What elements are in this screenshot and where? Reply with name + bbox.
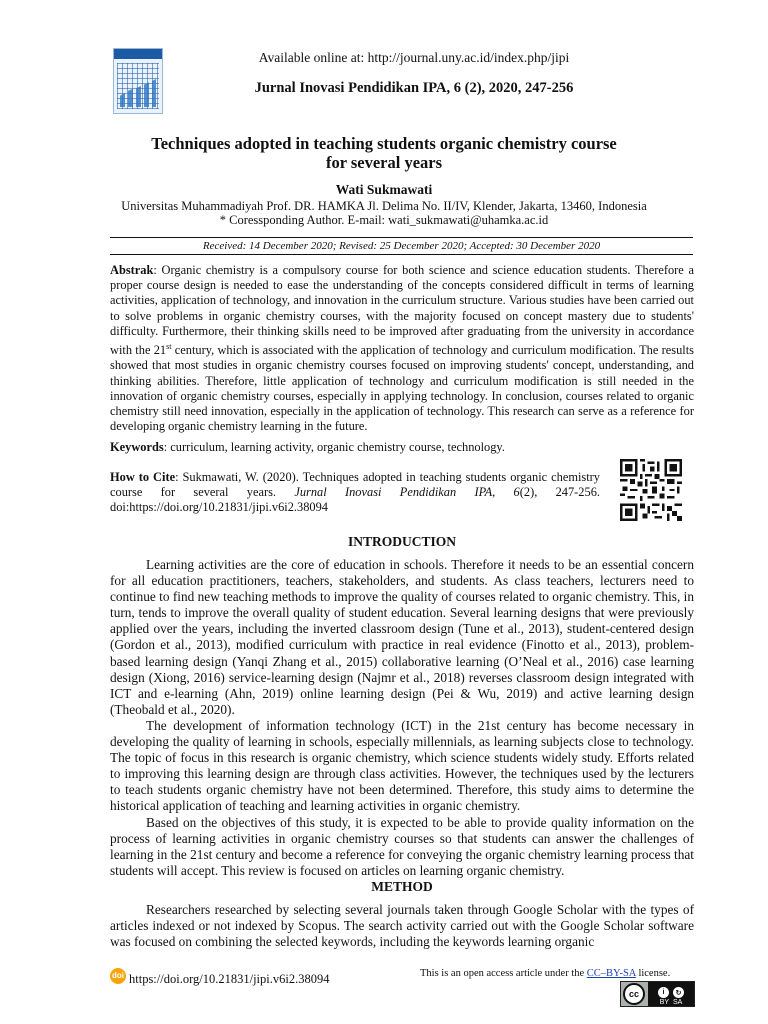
keywords-label: Keywords [110, 440, 164, 454]
footer-doi [110, 972, 329, 987]
journal-reference: Jurnal Inovasi Pendidikan IPA, 6 (2), 2020, 247-256 [254, 80, 574, 96]
introduction-body [110, 557, 694, 879]
license-link[interactable]: CC–BY-SA [586, 968, 636, 979]
abstract-label: Abstrak [110, 263, 154, 277]
corresponding-author: * Coressponding Author. E-mail: wati_sukmawati@uhamka.ac.id [219, 213, 549, 227]
article-dates: Received: 14 December 2020; Revised: 25 December 2020; Accepted: 30 December 2020 [110, 237, 693, 255]
introduction-paragraph: Based on the objectives of this study, it is expected to be able to provide quality information on the process of learning activities in organic chemistry courses so that students can answer the challenges of learning in the 21st century and become a reference for conveying the organic chemistry learning process that students will accept. This review is focused on articles on learning organic chemistry. [110, 814, 694, 878]
how-to-cite: How to Cite: Sukmawati, W. (2020). Techniques adopted in teaching students organic chemistry course for several years. Jurnal Inovasi Pendidikan IPA, 6(2), 247-256. doi:https://doi.org/10.21831/jipi.v6i2.38094 [110, 470, 600, 515]
introduction-heading: INTRODUCTION [347, 534, 456, 549]
qr-code-icon[interactable] [620, 459, 682, 521]
method-paragraph: Researchers researched by selecting several journals taken through Google Scholar with the types of articles indexed or not indexed by Scopus. The search activity carried out with the Google Scholar software was focused on combining the selected keywords, including the keywords learning organic [110, 902, 694, 950]
author-name: Wati Sukmawati [335, 182, 433, 197]
author-affiliation: Universitas Muhammadiyah Prof. DR. HAMKA Jl. Delima No. II/IV, Klender, Jakarta, 13460, Indonesia [121, 199, 647, 213]
cc-by-sa-icon[interactable]: cc i ↻ BY SA [620, 981, 695, 1007]
introduction-paragraph: Learning activities are the core of education in schools. Therefore it needs to be an essential concern for all education practitioners, teachers, stakeholders, and students. As class teachers, lecturers need to continue to find new teaching methods to improve the quality of courses related to organic chemistry. This, in turn, tends to improve the overall quality of student education. Several learning designs that were previously applied over the years, including the inverted classroom design (Tune et al., 2013), student-centered design (Gordon et al., 2013), modified curriculum with practice in real evidence (Finotto et al., 2013), problem-based learning design (Yanqi Zhang et al., 2015) collaborative learning (O’Neal et al., 2016) case learning design (Xiong, 2016) service-learning design (Najmr et al., 2018) reverses classroom design integrated with ICT and e-learning (Ahn, 2019) online learning design (Pei & Wu, 2019) and active learning design (Theobald et al., 2020). [110, 557, 694, 717]
doi-icon: doi [110, 968, 126, 984]
abstract: Abstrak: Organic chemistry is a compulsory course for both science and science education students. Therefore a proper course design is needed to ease the understanding of the concepts considered difficult in terms of learning activities, application of technology, and innovation in the curriculum structure. Various studies have been carried out to solve problems in organic chemistry courses, with the majority focused on concept mastery due to students' difficulty. Furthermore, their thinking skills need to be improved after graduating from the university in accordance with the 21st century, which is associated with the application of technology and curriculum modification. The results showed that most studies in organic chemistry courses focused on improving students' concept, understanding, and thinking abilities. Therefore, little application of technology and curriculum modification is still needed in the innovation of organic chemistry courses, especially in applying technology. In conclusion, courses related to organic chemistry still need innovation, especially in the application of technology. This research can serve as a reference for developing organic chemistry learning in the future. [110, 263, 694, 434]
available-online-line: Available online at: http://journal.uny.ac.id/index.php/jipi [258, 50, 570, 65]
article-title: Techniques adopted in teaching students organic chemistry course for several years [151, 134, 617, 172]
keywords: Keywords: curriculum, learning activity, organic chemistry course, technology. [110, 440, 505, 454]
license-statement: This is an open access article under the CC–BY-SA license. [420, 968, 671, 979]
method-body [110, 902, 694, 950]
method-heading: METHOD [371, 879, 433, 894]
doi-link[interactable]: https://doi.org/10.21831/jipi.v6i2.38094 [129, 972, 330, 986]
introduction-paragraph: The development of information technology (ICT) in the 21st century has become necessary in developing the quality of learning in schools, especially millennials, as learning subjects close to technology. The topic of focus in this research is organic chemistry, which science students widely study. Efforts related to improving this learning design are through class activities. However, the techniques used by the lecturers to teach students organic chemistry have not been determined. Therefore, this study aims to determine the historical application of teaching and learning activities in organic chemistry. [110, 717, 694, 814]
